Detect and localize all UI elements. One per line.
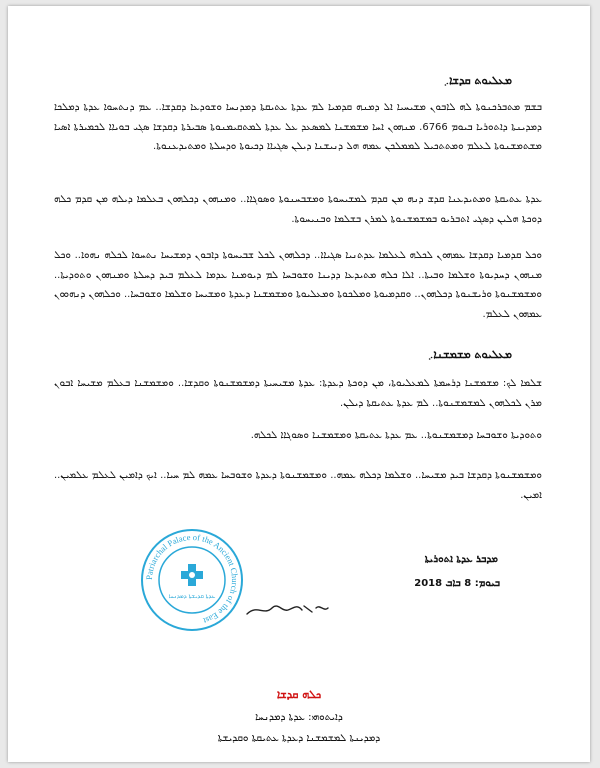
body-paragraph-2: ܥܕܬܐ ܥܬܝܩܬܐ ܘܡܬܝܕܥܢܐ ܩܕܫ ܕܢܗ ܡܢ ܩܕܡ ܠܡܫܝܚܘܬܐ ܘܡܫܒܚܢܘܬܐ ܘܣܘܓܐܐ.. ܘܡܢܗܘܢ ܕܟܠܗܘܢ ܒܥܠܡܐ ܕܝܠܗ ܡܢ ܩܕܡ ܟܠܗ ܕܘܟܬܐ ܗܠܝܢ ܕܣܓܝ ܐܬܒܪܝܘ ܒܡܫܡܫܢܘܬܐ ܠܡܪܢ ܒܫܠܡܐ ܘܒܢܝܚܘܬܐ.: [54, 194, 542, 225]
body-paragraph-6: ܘܡܫܡܫܢܘܬܐ ܕܩܕܫܐ ܒܝܕ ܡܫܝܚܐ.. ܘܫܠܡܐ ܕܟܠܗ ܥܡܗ.. ܘܡܫܡܫܢܘܬܐ ܕܥܕܬܐ ܘܫܘܒܚܐ ܥܡܗ ܠܡ ܚܝܐ.. ܐܝܟ ܕܐܡܝܢ ܠܥܠܡ ܥܠܡܝܢ.. ܐܡܝܢ.: [54, 470, 542, 501]
cross-icon: [181, 564, 203, 586]
greeting-heading: ܡܥܠܝܘܬ ܩܕܫܐ܇: [443, 74, 512, 87]
signer-title: ܡܕܒܪ ܥܕܬܐ ܐܬܘܪܝܬܐ: [424, 554, 498, 565]
body-paragraph-5: ܘܬܘܕܝܬܐ ܘܫܘܒܚܐ ܕܡܫܡܫܢܘܬܐ.. ܥܡ ܥܕܬܐ ܥܬܝܩܬܐ ܘܡܫܡܫܢܐ ܘܣܘܓܐܐ ܠܟܠܗ.: [250, 430, 542, 441]
second-greeting-heading: ܡܥܠܝܘܬ ܡܫܡܫܢܐ܇: [427, 348, 512, 361]
letter-page: [8, 6, 590, 762]
letter-date: ܒܝܘܡ: 8 ܒܐܒ 2018: [414, 578, 500, 589]
handwritten-signature: [242, 586, 332, 626]
body-paragraph-1: ܒܫܡ ܡܬܒܪܟܢܘܬܐ ܠܗ ܠܐܒܘܢ ܡܫܝܚܝܐ ܐܠ ܕܡܢܗ ܩܕܡܝܐ ܠܡ ܥܕܬܐ ܥܬܝܩܬܐ ܕܡܕܢܚܐ ܘܫܘܕܥܐ ܕܩܕܫܐ.. ܥܡ ܕܢܬܚܘܐ ܥܕܬܐ ܕܡܠܟܐ ܕܡܕܝܢܬܐ ܕܐܬܘܪܝܐ ܒܝܘܡ 6766. ܡܢܗܘܢ ܐܚܐ ܡܫܡܫܢܐ ܠܡܣܥܕ ܥܠ ܥܕܬܐ ܠܡܬܩܝܡܢܘܬܐ ܣܒܝܪܬܐ ܕܩܕܫܐ ܣܓܝ ܒܘܝܐܐ ܠܟܡܝܪܬܐ ܐܣܝܐ ܡܫܬܡܫܢܘܬܐ ܠܥܠܡ ܘܡܬܬܟܝܠ ܠܡܡܠܟܢ ܥܡܗ ܗܠ ܕܢܝܫܢܐ ܕܝܠܢ ܣܓܝܐܐ ܕܟܝܘܬܐ ܘܕܚܠܬܐ ܘܡܬܝܕܥܢܘܬܐ.: [54, 102, 543, 152]
official-stamp: [140, 528, 244, 632]
footer-line-2: ܕܡܕܝܢܬܐ ܠܡܫܡܫܢܐ ܕܥܕܬܐ ܥܬܝܩܬܐ ܘܩܕܝܫܬܐ: [217, 733, 381, 744]
body-paragraph-3: ܘܟܠ ܩܕܡܝܐ ܕܩܕܫܐ ܥܡܗܘܢ ܠܟܠܗ ܠܥܠܡܐ ܥܕܬܢܝܐ ܣܓܝܐܐ.. ܕܟܠܗܘܢ ܠܟܠ ܫܒܝܚܘܬܐ ܕܐܒܘܢ ܕܡܫܝܚܐ ܢܬܚܘܐ ܠܟܠܗ ܢܗܘܐ.. ܘܟܠ ܡܢܗܘܢ ܕܚܕܝܘܬܐ ܘܫܠܡܐ ܘܒܝܬܐ.. ܐܠܐ ܟܠܗ ܡܬܝܕܥܐ ܕܕܝܢܐ ܘܫܘܒܚܐ ܠܡ ܕܝܘܡܢܐ ܥܕܡܐ ܠܥܠܡ ܒܝܕ ܕܚܠܬܐ ܘܡܢܗܘܢ ܘܬܘܕܝܬܐ.. ܘܡܫܡܫܢܘܬܐ ܘܪܝܫܢܘܬܐ ܕܟܠܗܘܢ.. ܘܩܕܡܝܘܬܐ ܘܡܠܟܘܬܐ ܘܡܥܠܝܘܬܐ ܘܡܫܡܫܢܐ ܕܥܕܬܐ ܘܡܫܝܚܐ ܘܫܠܡܐ ܘܫܘܒܚܐ.. ܘܟܠܗܘܢ ܕܢܗܘܘܢ ܥܡܗܘܢ ܠܥܠܡ.: [54, 250, 542, 320]
body-paragraph-4: ܫܠܡܐ ܠܟ: ܡܫܡܫܢܐ ܕܪܚܡܬܐ ܠܡܥܠܝܘܬܐ، ܡܢ ܕܘܟܬܐ ܕܥܕܬܐ: ܥܕܬܐ ܡܫܝܚܝܬܐ ܕܡܫܡܫܢܘܬܐ ܘܩܕܫܐ.. ܘܡܫܡܫܢܐ ܒܥܠܡ ܡܫܝܚܐ ܐܒܘܢ ܡܪܢ ܠܟܠܗܘܢ ܠܡܫܡܫܢܘܬܐ.. ܠܡ ܥܕܬܐ ܥܬܝܩܬܐ ܕܝܠܢ.: [54, 378, 542, 409]
stamp-ring-text: Patriarchal Palace of the Ancient Church of the East: [143, 531, 241, 627]
stamp-inner-text: ܥܕܬܐ ܩܕܝܫܬܐ ܕܡܕܢܚܐ: [168, 593, 216, 600]
red-footer-line: ܟܠܗ ܩܕܫܐ: [276, 688, 322, 701]
footer-line-1: ܕܐܝܬܘܗܝ: ܥܕܬܐ ܕܡܕܢܚܐ: [255, 712, 343, 723]
